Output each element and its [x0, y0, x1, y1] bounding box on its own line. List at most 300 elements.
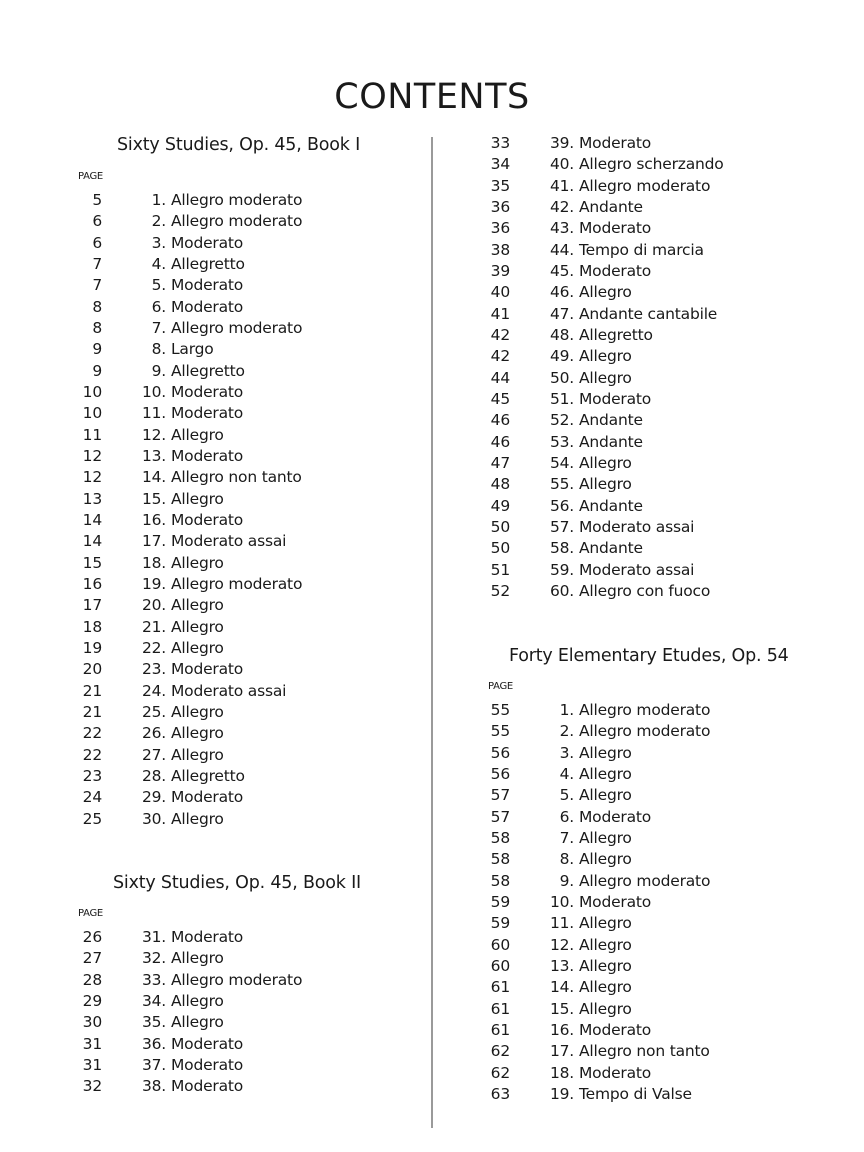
entry-tempo: Allegretto [579, 325, 653, 344]
entry-page-number: 14 [82, 532, 102, 551]
toc-entry [478, 176, 818, 197]
entry-list-book1 [70, 190, 410, 830]
toc-entry [70, 382, 410, 403]
entry-tempo: Allegro moderato [579, 871, 711, 890]
entry-page-number: 48 [490, 475, 510, 494]
entry-tempo: Moderato [579, 892, 652, 911]
entry-study-number: 8. [151, 340, 166, 359]
entry-tempo: Moderato [171, 660, 244, 679]
toc-entry [478, 700, 818, 721]
entry-page-number: 7 [92, 254, 102, 273]
toc-entry [70, 297, 410, 318]
entry-tempo: Allegro moderato [171, 212, 303, 231]
entry-tempo: Tempo di marcia [579, 240, 704, 259]
entry-tempo: Moderato [579, 1020, 652, 1039]
entry-study-number: 54. [549, 453, 574, 472]
entry-page-number: 33 [490, 134, 510, 152]
entry-study-number: 23. [141, 660, 166, 679]
entry-page-number: 36 [490, 197, 510, 216]
entry-tempo: Moderato [579, 389, 652, 408]
entry-study-number: 49. [549, 347, 574, 366]
entry-study-number: 35. [141, 1013, 166, 1032]
entry-study-number: 56. [549, 496, 574, 515]
entry-tempo: Allegro [171, 553, 224, 572]
entry-study-number: 34. [141, 991, 166, 1010]
entry-study-number: 37. [141, 1055, 166, 1074]
entry-study-number: 27. [141, 745, 166, 764]
entry-study-number: 40. [549, 155, 574, 174]
entry-tempo: Moderato assai [579, 517, 695, 536]
entry-page-number: 49 [490, 496, 510, 515]
entry-tempo: Andante [579, 539, 643, 558]
entry-tempo: Allegro [171, 1013, 224, 1032]
entry-page-number: 8 [92, 297, 102, 316]
entry-study-number: 31. [141, 928, 166, 946]
toc-entry [478, 977, 818, 998]
toc-entry [70, 809, 410, 830]
entry-study-number: 10. [141, 382, 166, 401]
toc-entry [478, 1041, 818, 1062]
entry-study-number: 46. [549, 283, 574, 302]
toc-entry [70, 681, 410, 702]
entry-page-number: 58 [490, 850, 510, 869]
entry-page-number: 26 [82, 928, 102, 946]
entry-study-number: 42. [549, 197, 574, 216]
toc-entry [70, 745, 410, 766]
entry-page-number: 41 [490, 304, 510, 323]
entry-study-number: 4. [559, 764, 574, 783]
entry-tempo: Allegro non tanto [171, 468, 302, 487]
entry-page-number: 31 [82, 1055, 102, 1074]
entry-tempo: Moderato assai [579, 560, 695, 579]
entry-tempo: Allegro [171, 425, 224, 444]
toc-entry [70, 723, 410, 744]
toc-entry [70, 275, 410, 296]
page-title: CONTENTS [334, 77, 530, 118]
entry-page-number: 62 [490, 1042, 510, 1061]
entry-page-number: 46 [490, 411, 510, 430]
entry-study-number: 48. [549, 325, 574, 344]
entry-page-number: 36 [490, 219, 510, 238]
entry-tempo: Moderato [171, 510, 244, 529]
entry-page-number: 12 [82, 446, 102, 465]
entry-page-number: 46 [490, 432, 510, 451]
entry-page-number: 55 [490, 701, 510, 719]
entry-study-number: 52. [549, 411, 574, 430]
toc-entry [70, 1076, 410, 1097]
toc-entry [478, 261, 818, 282]
entry-page-number: 5 [92, 191, 102, 209]
toc-entry [478, 849, 818, 870]
entry-tempo: Moderato [579, 219, 652, 238]
entry-tempo: Allegro [579, 453, 632, 472]
toc-entry [70, 233, 410, 254]
entry-tempo: Allegro [171, 638, 224, 657]
toc-entry [478, 828, 818, 849]
entry-study-number: 53. [549, 432, 574, 451]
entry-page-number: 15 [82, 553, 102, 572]
entry-study-number: 16. [549, 1020, 574, 1039]
entry-page-number: 58 [490, 871, 510, 890]
entry-tempo: Andante [579, 411, 643, 430]
entry-page-number: 50 [490, 539, 510, 558]
entry-tempo: Allegro moderato [579, 176, 711, 195]
toc-entry [70, 1012, 410, 1033]
entry-page-number: 23 [82, 766, 102, 785]
entry-tempo: Allegro [579, 743, 632, 762]
toc-entry [478, 999, 818, 1020]
entry-study-number: 11. [141, 404, 166, 423]
entry-page-number: 47 [490, 453, 510, 472]
page-column-label: PAGE [488, 681, 513, 692]
entry-tempo: Allegro [579, 283, 632, 302]
entry-tempo: Allegro [171, 991, 224, 1010]
entry-page-number: 63 [490, 1084, 510, 1103]
entry-tempo: Allegro [579, 368, 632, 387]
entry-tempo: Allegro [579, 347, 632, 366]
entry-tempo: Allegro moderato [579, 722, 711, 741]
entry-study-number: 12. [141, 425, 166, 444]
entry-tempo: Moderato [171, 1055, 244, 1074]
toc-entry [478, 956, 818, 977]
entry-tempo: Moderato [171, 404, 244, 423]
toc-entry [478, 368, 818, 389]
entry-tempo: Allegro [171, 809, 224, 828]
toc-entry [478, 560, 818, 581]
entry-study-number: 4. [151, 254, 166, 273]
entry-tempo: Moderato [171, 382, 244, 401]
entry-study-number: 15. [141, 489, 166, 508]
entry-tempo: Andante [579, 496, 643, 515]
toc-entry [70, 318, 410, 339]
toc-entry [70, 948, 410, 969]
toc-entry [70, 489, 410, 510]
entry-tempo: Allegro [579, 935, 632, 954]
toc-entry [478, 538, 818, 559]
entry-tempo: Moderato [171, 1077, 244, 1096]
entry-study-number: 8. [559, 850, 574, 869]
entry-page-number: 10 [82, 404, 102, 423]
entry-study-number: 2. [151, 212, 166, 231]
entry-study-number: 17. [549, 1042, 574, 1061]
entry-page-number: 61 [490, 1020, 510, 1039]
entry-study-number: 5. [559, 786, 574, 805]
entry-tempo: Allegro con fuoco [579, 581, 711, 600]
entry-tempo: Allegretto [171, 361, 245, 380]
entry-list-book2-left [70, 927, 410, 1098]
entry-tempo: Allegro [579, 828, 632, 847]
entry-study-number: 47. [549, 304, 574, 323]
toc-entry [70, 467, 410, 488]
entry-page-number: 6 [92, 212, 102, 231]
entry-study-number: 10. [549, 892, 574, 911]
entry-study-number: 3. [151, 233, 166, 252]
entry-tempo: Moderato assai [171, 681, 287, 700]
toc-entry [478, 474, 818, 495]
entry-study-number: 22. [141, 638, 166, 657]
entry-study-number: 1. [151, 191, 166, 209]
entry-tempo: Largo [171, 340, 214, 359]
entry-study-number: 13. [549, 956, 574, 975]
toc-entry [70, 991, 410, 1012]
toc-entry [70, 190, 410, 211]
entry-tempo: Andante [579, 432, 643, 451]
entry-page-number: 12 [82, 468, 102, 487]
entry-tempo: Allegro [579, 850, 632, 869]
entry-tempo: Allegro [579, 999, 632, 1018]
entry-page-number: 58 [490, 828, 510, 847]
entry-page-number: 38 [490, 240, 510, 259]
entry-study-number: 19. [141, 574, 166, 593]
toc-entry [70, 425, 410, 446]
entry-page-number: 55 [490, 722, 510, 741]
entry-page-number: 44 [490, 368, 510, 387]
entry-study-number: 26. [141, 724, 166, 743]
entry-tempo: Allegro [579, 978, 632, 997]
section-heading-op54: Forty Elementary Etudes, Op. 54 [509, 646, 789, 666]
entry-study-number: 11. [549, 914, 574, 933]
toc-entry [478, 517, 818, 538]
entry-page-number: 13 [82, 489, 102, 508]
entry-study-number: 13. [141, 446, 166, 465]
entry-page-number: 29 [82, 991, 102, 1010]
entry-tempo: Allegro [579, 764, 632, 783]
toc-entry [478, 346, 818, 367]
entry-tempo: Allegro [171, 489, 224, 508]
entry-study-number: 25. [141, 702, 166, 721]
section-heading-book1: Sixty Studies, Op. 45, Book I [117, 135, 361, 155]
toc-entry [70, 766, 410, 787]
entry-page-number: 56 [490, 743, 510, 762]
entry-study-number: 1. [559, 701, 574, 719]
entry-page-number: 34 [490, 155, 510, 174]
toc-entry [478, 304, 818, 325]
toc-entry [70, 339, 410, 360]
entry-page-number: 31 [82, 1034, 102, 1053]
entry-page-number: 8 [92, 318, 102, 337]
entry-page-number: 7 [92, 276, 102, 295]
toc-entry [70, 510, 410, 531]
entry-tempo: Moderato [579, 261, 652, 280]
entry-study-number: 6. [559, 807, 574, 826]
entry-list-op54 [478, 700, 818, 1105]
entry-tempo: Moderato [579, 1063, 652, 1082]
entry-tempo: Andante cantabile [579, 304, 718, 323]
entry-tempo: Allegro [579, 914, 632, 933]
entry-tempo: Andante [579, 197, 643, 216]
toc-entry [478, 892, 818, 913]
entry-tempo: Moderato [171, 446, 244, 465]
toc-entry [70, 617, 410, 638]
entry-page-number: 52 [490, 581, 510, 600]
entry-study-number: 30. [141, 809, 166, 828]
entry-study-number: 51. [549, 389, 574, 408]
toc-entry [70, 553, 410, 574]
toc-entry [478, 154, 818, 175]
entry-study-number: 9. [559, 871, 574, 890]
section-heading-book2: Sixty Studies, Op. 45, Book II [113, 873, 361, 893]
toc-entry [70, 403, 410, 424]
entry-page-number: 24 [82, 788, 102, 807]
toc-entry [70, 1055, 410, 1076]
entry-list-book2-right [478, 133, 818, 602]
entry-study-number: 18. [141, 553, 166, 572]
entry-page-number: 59 [490, 914, 510, 933]
entry-study-number: 16. [141, 510, 166, 529]
entry-study-number: 15. [549, 999, 574, 1018]
entry-study-number: 55. [549, 475, 574, 494]
entry-tempo: Allegro moderato [579, 701, 711, 719]
entry-tempo: Allegro moderato [171, 318, 303, 337]
toc-entry [478, 218, 818, 239]
entry-study-number: 3. [559, 743, 574, 762]
entry-study-number: 45. [549, 261, 574, 280]
toc-entry [478, 1063, 818, 1084]
toc-entry [478, 764, 818, 785]
entry-study-number: 41. [549, 176, 574, 195]
entry-study-number: 24. [141, 681, 166, 700]
entry-study-number: 44. [549, 240, 574, 259]
toc-entry [478, 453, 818, 474]
entry-study-number: 9. [151, 361, 166, 380]
entry-page-number: 16 [82, 574, 102, 593]
entry-tempo: Moderato [579, 807, 652, 826]
toc-entry [478, 325, 818, 346]
entry-page-number: 32 [82, 1077, 102, 1096]
entry-page-number: 42 [490, 325, 510, 344]
toc-entry [478, 389, 818, 410]
entry-page-number: 62 [490, 1063, 510, 1082]
toc-entry [70, 970, 410, 991]
entry-study-number: 5. [151, 276, 166, 295]
entry-page-number: 27 [82, 949, 102, 968]
entry-page-number: 10 [82, 382, 102, 401]
entry-tempo: Moderato [171, 1034, 244, 1053]
entry-page-number: 35 [490, 176, 510, 195]
toc-entry [70, 254, 410, 275]
entry-page-number: 61 [490, 978, 510, 997]
toc-entry [70, 702, 410, 723]
page-column-label: PAGE [78, 171, 103, 182]
entry-study-number: 32. [141, 949, 166, 968]
entry-study-number: 59. [549, 560, 574, 579]
entry-tempo: Allegro moderato [171, 970, 303, 989]
entry-page-number: 9 [92, 340, 102, 359]
toc-entry [70, 361, 410, 382]
toc-entry [478, 935, 818, 956]
entry-page-number: 42 [490, 347, 510, 366]
entry-page-number: 17 [82, 596, 102, 615]
entry-page-number: 22 [82, 745, 102, 764]
toc-entry [478, 1020, 818, 1041]
toc-entry [478, 133, 818, 154]
entry-tempo: Allegro [579, 475, 632, 494]
toc-entry [478, 785, 818, 806]
entry-tempo: Allegretto [171, 254, 245, 273]
entry-study-number: 50. [549, 368, 574, 387]
entry-page-number: 30 [82, 1013, 102, 1032]
entry-tempo: Allegro [579, 956, 632, 975]
entry-tempo: Moderato [171, 928, 244, 946]
entry-page-number: 18 [82, 617, 102, 636]
entry-page-number: 20 [82, 660, 102, 679]
toc-entry [478, 410, 818, 431]
toc-entry [70, 574, 410, 595]
entry-page-number: 19 [82, 638, 102, 657]
toc-entry [70, 595, 410, 616]
entry-study-number: 6. [151, 297, 166, 316]
page-column-label: PAGE [78, 908, 103, 919]
entry-tempo: Allegro [171, 745, 224, 764]
entry-page-number: 57 [490, 786, 510, 805]
toc-entry [478, 432, 818, 453]
toc-entry [478, 282, 818, 303]
entry-page-number: 21 [82, 702, 102, 721]
entry-tempo: Allegro moderato [171, 574, 303, 593]
entry-page-number: 21 [82, 681, 102, 700]
entry-tempo: Allegretto [171, 766, 245, 785]
entry-study-number: 18. [549, 1063, 574, 1082]
entry-tempo: Moderato [579, 134, 652, 152]
entry-page-number: 50 [490, 517, 510, 536]
entry-tempo: Allegro [171, 702, 224, 721]
entry-tempo: Allegro [579, 786, 632, 805]
entry-study-number: 2. [559, 722, 574, 741]
entry-study-number: 17. [141, 532, 166, 551]
toc-entry [478, 240, 818, 261]
entry-study-number: 39. [549, 134, 574, 152]
entry-page-number: 51 [490, 560, 510, 579]
entry-study-number: 57. [549, 517, 574, 536]
entry-tempo: Tempo di Valse [579, 1084, 692, 1103]
entry-study-number: 36. [141, 1034, 166, 1053]
toc-entry [70, 659, 410, 680]
entry-study-number: 20. [141, 596, 166, 615]
entry-page-number: 57 [490, 807, 510, 826]
entry-page-number: 14 [82, 510, 102, 529]
entry-page-number: 9 [92, 361, 102, 380]
entry-page-number: 60 [490, 935, 510, 954]
entry-study-number: 14. [141, 468, 166, 487]
entry-study-number: 21. [141, 617, 166, 636]
entry-study-number: 38. [141, 1077, 166, 1096]
toc-entry [478, 807, 818, 828]
entry-study-number: 19. [549, 1084, 574, 1103]
entry-tempo: Moderato [171, 297, 244, 316]
toc-entry [478, 1084, 818, 1105]
entry-page-number: 61 [490, 999, 510, 1018]
toc-entry [70, 531, 410, 552]
entry-page-number: 59 [490, 892, 510, 911]
entry-page-number: 45 [490, 389, 510, 408]
toc-entry [478, 743, 818, 764]
entry-study-number: 58. [549, 539, 574, 558]
entry-tempo: Allegro [171, 596, 224, 615]
toc-entry [70, 211, 410, 232]
entry-tempo: Allegro scherzando [579, 155, 724, 174]
entry-tempo: Allegro [171, 724, 224, 743]
entry-tempo: Moderato [171, 788, 244, 807]
entry-page-number: 39 [490, 261, 510, 280]
entry-study-number: 60. [549, 581, 574, 600]
entry-page-number: 56 [490, 764, 510, 783]
entry-page-number: 28 [82, 970, 102, 989]
toc-entry [478, 496, 818, 517]
entry-tempo: Moderato [171, 233, 244, 252]
entry-tempo: Moderato [171, 276, 244, 295]
entry-tempo: Allegro [171, 617, 224, 636]
toc-entry [70, 1034, 410, 1055]
